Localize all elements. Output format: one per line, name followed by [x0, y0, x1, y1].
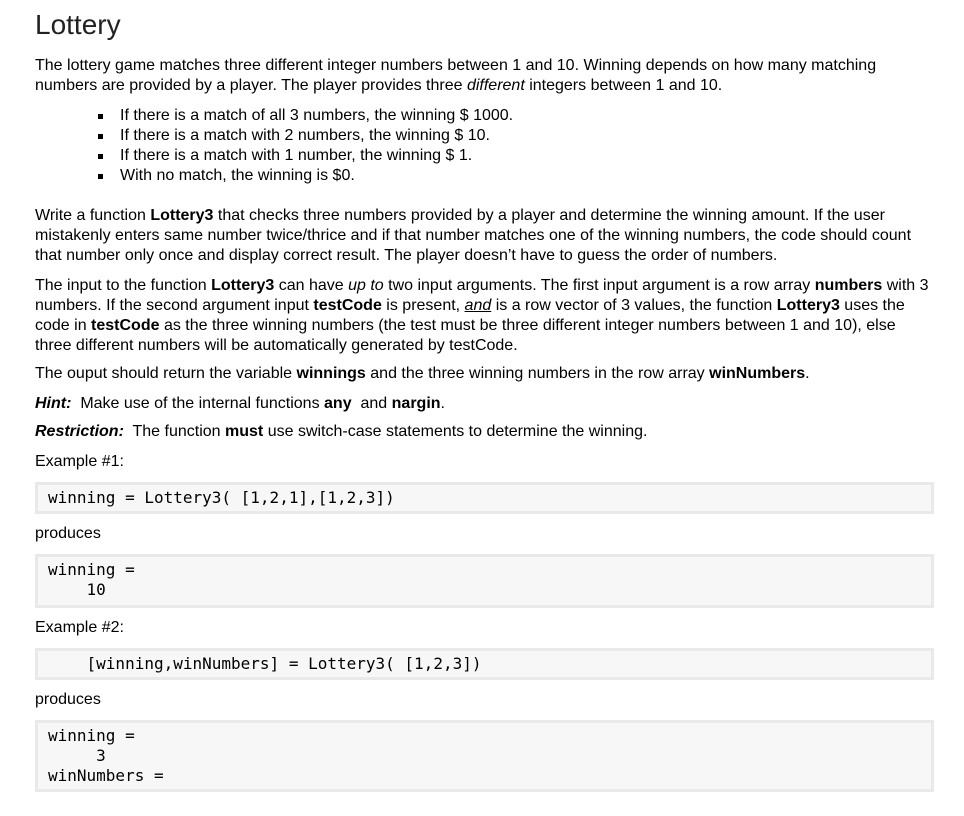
example-1-label: Example #1:	[35, 453, 124, 470]
variable-name: numbers	[814, 277, 883, 294]
rules-list	[35, 106, 935, 186]
text: and the three winning numbers in the row array	[365, 365, 710, 382]
emphasis: different	[466, 77, 525, 94]
text: Make use of the internal functions	[71, 395, 325, 412]
text: The function	[123, 423, 226, 440]
task-paragraph	[35, 206, 935, 266]
emphasis: and	[464, 297, 492, 314]
function-name: nargin	[391, 395, 441, 412]
text: use switch-case statements to determine the winning.	[263, 423, 648, 440]
example-2-produces: produces	[35, 691, 101, 708]
intro-paragraph	[35, 56, 935, 96]
emphasis: must	[225, 423, 264, 440]
list-item: If there is a match with 2 numbers, the winning $ 10.	[120, 126, 935, 146]
variable-name: testCode	[91, 317, 160, 334]
variable-name: winNumbers	[709, 365, 806, 382]
text: The input to the function	[35, 277, 212, 294]
example-1-code: winning = Lottery3( [1,2,1],[1,2,3])	[35, 482, 934, 514]
list-item: With no match, the winning is $0.	[120, 166, 935, 186]
text: integers between 1 and 10.	[524, 77, 723, 94]
page-title: Lottery	[35, 9, 121, 40]
text: is present,	[381, 297, 465, 314]
list-item: If there is a match with 1 number, the winning $ 1.	[120, 146, 935, 166]
example-1-produces: produces	[35, 525, 101, 542]
list-item: If there is a match of all 3 numbers, the winning $ 1000.	[120, 106, 935, 126]
variable-name: winnings	[296, 365, 366, 382]
text: can have	[274, 277, 349, 294]
example-1-output: winning = 10	[35, 554, 934, 608]
example-2-label: Example #2:	[35, 619, 124, 636]
hint-paragraph	[35, 394, 935, 414]
restriction-label: Restriction:	[35, 423, 124, 440]
output-paragraph	[35, 364, 935, 384]
text: that checks three numbers provided by a player and determine the winning amount. If the user mistakenly enters same number twice/thrice and if that number matches one of the winning numbers, the code should count that number only once and display correct result. The player doesn’t have to guess the order of numbers.	[35, 207, 912, 264]
variable-name: testCode	[313, 297, 382, 314]
text: The lottery game matches three different integer numbers between 1 and 10. Winning depends on how many matching numbers are provided by a player. The player provides three	[35, 57, 877, 94]
document	[35, 0, 935, 792]
example-2-code: [winning,winNumbers] = Lottery3( [1,2,3])	[35, 648, 934, 680]
text: The ouput should return the variable	[35, 365, 297, 382]
text: .	[805, 365, 810, 382]
emphasis: up to	[348, 277, 384, 294]
function-name: Lottery3	[211, 277, 275, 294]
example-2-output: winning = 3 winNumbers =	[35, 720, 934, 792]
restriction-paragraph	[35, 422, 935, 442]
function-name: Lottery3	[776, 297, 840, 314]
text: and	[351, 395, 392, 412]
text: as the three winning numbers (the test must be three different integer numbers between 1 and 10), else three different numbers will be automatically generated by testCode.	[35, 317, 896, 354]
hint-label: Hint:	[35, 395, 72, 412]
function-name: Lottery3	[150, 207, 214, 224]
text: Write a function	[35, 207, 151, 224]
text: is a row vector of 3 values, the function	[491, 297, 777, 314]
text: uses the code in	[35, 297, 905, 334]
input-paragraph	[35, 276, 935, 356]
text: with 3 numbers. If the second argument input	[35, 277, 929, 314]
text: two input arguments. The first input argument is a row array	[383, 277, 815, 294]
text: .	[440, 395, 445, 412]
function-name: any	[324, 395, 352, 412]
